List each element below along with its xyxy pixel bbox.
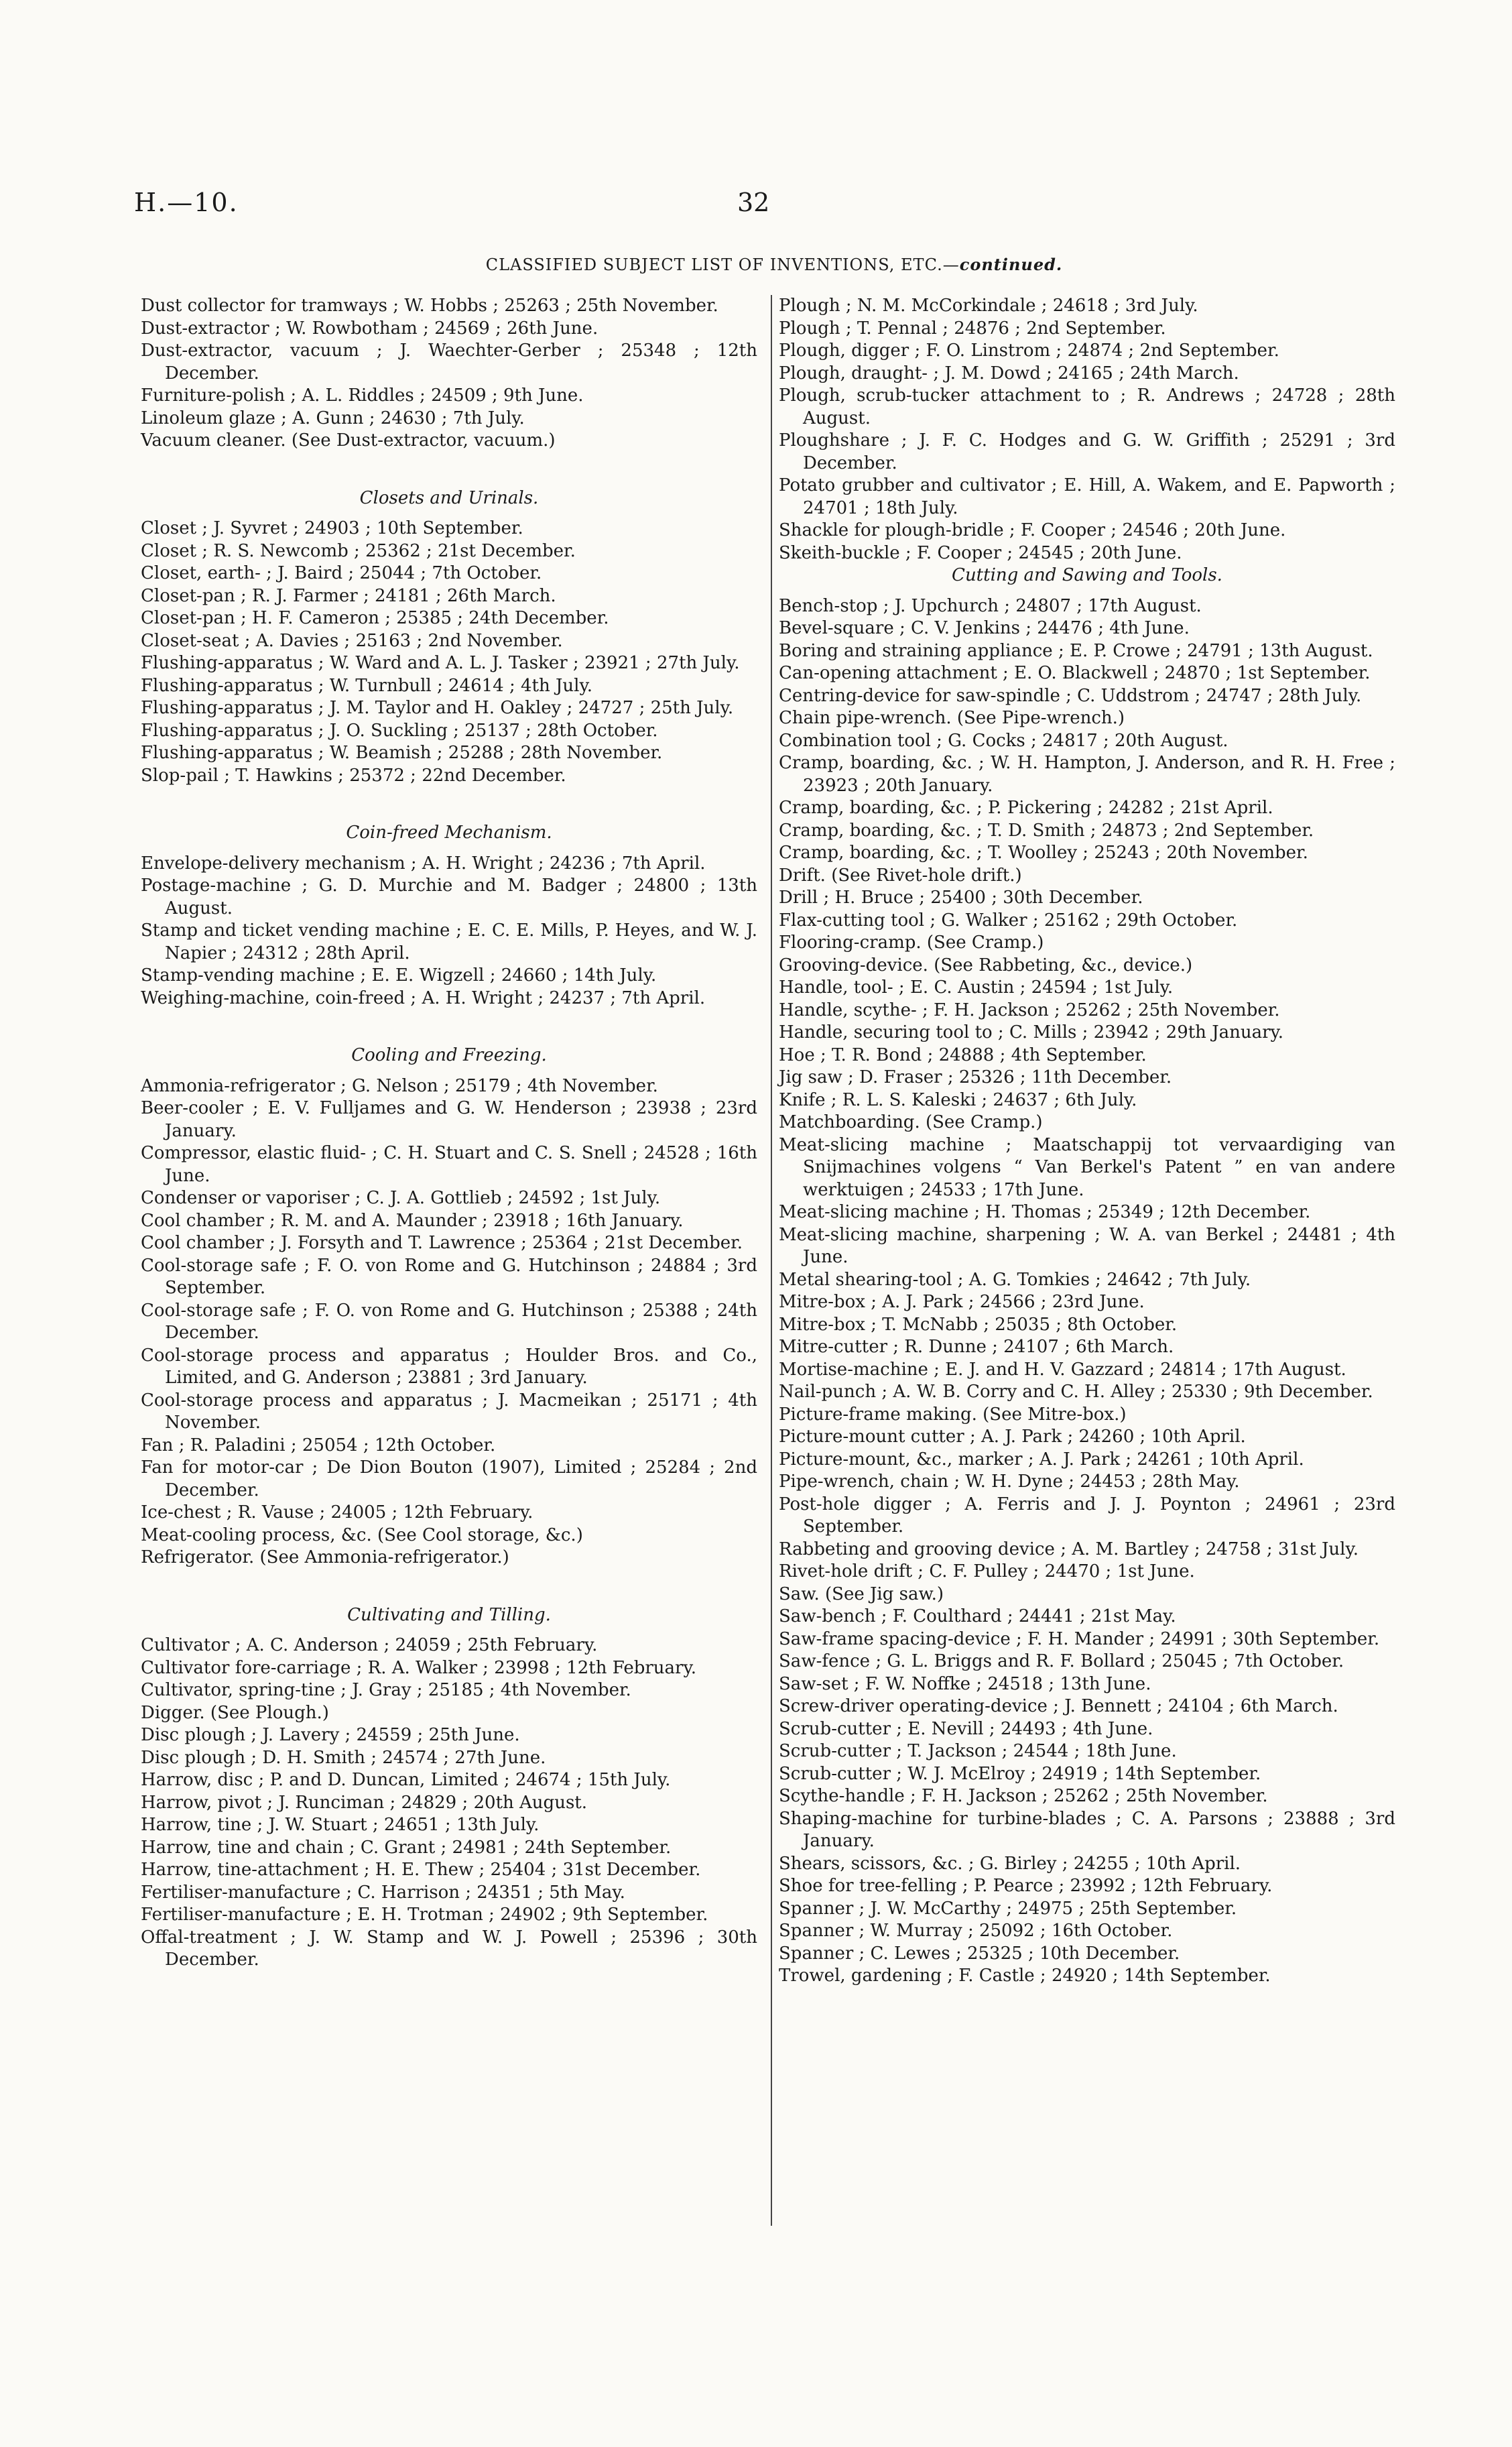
invention-entry: Weighing-machine, coin-freed ; A. H. Wright ; 24237 ; 7th April.	[141, 988, 706, 1008]
invention-entry: Potato grubber and cultivator ; E. Hill, A. Wakem, and E. Papworth ; 24701 ; 18th July.	[779, 475, 1395, 518]
invention-entry: Screw-driver operating-device ; J. Bennett ; 24104 ; 6th March.	[779, 1696, 1338, 1716]
invention-entry: Cool-storage safe ; F. O. von Rome and G. Hutchinson ; 24884 ; 3rd September.	[141, 1255, 757, 1298]
page-header	[134, 188, 1414, 228]
section-cooling-and-freezing	[141, 1045, 757, 1569]
section-continued	[141, 295, 757, 453]
invention-entry: Flushing-apparatus ; J. O. Suckling ; 25137 ; 28th October.	[141, 720, 658, 741]
section-title: Closets and Urinals.	[359, 487, 539, 508]
invention-entry: Nail-punch ; A. W. B. Corry and C. H. Alley ; 25330 ; 9th December.	[779, 1382, 1373, 1402]
invention-entry: Meat-slicing machine, sharpening ; W. A. van Berkel ; 24481 ; 4th June.	[779, 1224, 1395, 1267]
section-title: Cooling and Freezing.	[351, 1045, 547, 1065]
invention-entry: Harrow, pivot ; J. Runciman ; 24829 ; 20th August.	[141, 1792, 587, 1813]
section-title: Cultivating and Tilling.	[347, 1604, 551, 1625]
invention-entry: Cultivator, spring-tine ; J. Gray ; 25185 ; 4th November.	[141, 1680, 631, 1700]
heading-continued: continued.	[959, 255, 1063, 274]
invention-entry: Spanner ; J. W. McCarthy ; 24975 ; 25th September.	[779, 1898, 1237, 1919]
section-closets-and-urinals	[141, 487, 757, 788]
invention-entry: Harrow, tine and chain ; C. Grant ; 24981 ; 24th September.	[141, 1837, 672, 1858]
invention-entry: Cool-storage process and apparatus ; Houlder Bros. and Co., Limited, and G. Anderson ; 23881 ; 3rd January.	[141, 1345, 757, 1388]
invention-entry: Refrigerator. (See Ammonia-refrigerator.)	[141, 1547, 509, 1567]
invention-entry: Harrow, tine-attachment ; H. E. Thew ; 25404 ; 31st December.	[141, 1860, 701, 1880]
invention-entry: Centring-device for saw-spindle ; C. Uddstrom ; 24747 ; 28th July.	[779, 685, 1362, 706]
section-cultivating-and-tilling	[141, 1604, 757, 1972]
invention-entry: Fertiliser-manufacture ; C. Harrison ; 24351 ; 5th May.	[141, 1882, 625, 1903]
invention-entry: Scrub-cutter ; E. Nevill ; 24493 ; 4th June.	[779, 1718, 1153, 1739]
invention-entry: Closet ; R. S. Newcomb ; 25362 ; 21st December.	[141, 540, 576, 561]
page-number: 32	[737, 188, 770, 217]
invention-entry: Flushing-apparatus ; J. M. Taylor and H. Oakley ; 24727 ; 25th July.	[141, 698, 734, 718]
invention-entry: Saw-bench ; F. Coulthard ; 24441 ; 21st May.	[779, 1606, 1176, 1626]
invention-entry: Cool-storage process and apparatus ; J. Macmeikan ; 25171 ; 4th November.	[141, 1390, 757, 1433]
section-title: Coin-freed Mechanism.	[346, 823, 552, 843]
invention-entry: Knife ; R. L. S. Kaleski ; 24637 ; 6th July.	[779, 1089, 1137, 1110]
invention-entry: Linoleum glaze ; A. Gunn ; 24630 ; 7th July.	[141, 408, 525, 428]
invention-entry: Flax-cutting tool ; G. Walker ; 25162 ; 29th October.	[779, 910, 1238, 931]
invention-entry: Plough, draught- ; J. M. Dowd ; 24165 ; 24th March.	[779, 363, 1239, 383]
invention-entry: Closet-pan ; H. F. Cameron ; 25385 ; 24th December.	[141, 608, 609, 628]
invention-entry: Vacuum cleaner. (See Dust-extractor, vacuum.)	[141, 430, 556, 451]
invention-entry: Plough, digger ; F. O. Linstrom ; 24874 ; 2nd September.	[779, 341, 1279, 361]
invention-entry: Furniture-polish ; A. L. Riddles ; 24509 ; 9th June.	[141, 385, 584, 406]
invention-entry: Fan ; R. Paladini ; 25054 ; 12th October.	[141, 1435, 496, 1455]
invention-entry: Cool chamber ; R. M. and A. Maunder ; 23918 ; 16th January.	[141, 1210, 684, 1231]
invention-entry: Postage-machine ; G. D. Murchie and M. Badger ; 24800 ; 13th August.	[141, 876, 757, 918]
invention-entry: Bevel-square ; C. V. Jenkins ; 24476 ; 4th June.	[779, 618, 1190, 638]
invention-entry: Flushing-apparatus ; W. Ward and A. L. J. Tasker ; 23921 ; 27th July.	[141, 653, 740, 673]
invention-entry: Scrub-cutter ; W. J. McElroy ; 24919 ; 14th September.	[779, 1763, 1261, 1784]
invention-entry: Meat-slicing machine ; Maatschappij tot vervaardiging van Snijmachines volgens “ Van Berkel's Patent ” en van andere werktuigen ; 24533 ; 17th June.	[779, 1134, 1395, 1200]
invention-entry: Grooving-device. (See Rabbeting, &c., device.)	[779, 955, 1193, 975]
invention-entry: Meat-slicing machine ; H. Thomas ; 25349 ; 12th December.	[779, 1202, 1311, 1222]
invention-entry: Shoe for tree-felling ; P. Pearce ; 23992 ; 12th February.	[779, 1876, 1273, 1896]
invention-entry: Closet-pan ; R. J. Farmer ; 24181 ; 26th March.	[141, 585, 556, 606]
invention-entry: Compressor, elastic fluid- ; C. H. Stuart and C. S. Snell ; 24528 ; 16th June.	[141, 1143, 757, 1186]
invention-entry: Handle, securing tool to ; C. Mills ; 23942 ; 29th January.	[779, 1022, 1284, 1042]
invention-entry: Condenser or vaporiser ; C. J. A. Gottlieb ; 24592 ; 1st July.	[141, 1188, 661, 1208]
invention-entry: Scythe-handle ; F. H. Jackson ; 25262 ; 25th November.	[779, 1786, 1268, 1806]
invention-entry: Fan for motor-car ; De Dion Bouton (1907), Limited ; 25284 ; 2nd December.	[141, 1457, 757, 1500]
invention-entry: Slop-pail ; T. Hawkins ; 25372 ; 22nd December.	[141, 765, 566, 786]
invention-entry: Flooring-cramp. (See Cramp.)	[779, 933, 1044, 953]
invention-entry: Closet-seat ; A. Davies ; 25163 ; 2nd November.	[141, 630, 563, 651]
invention-entry: Mitre-box ; A. J. Park ; 24566 ; 23rd June.	[779, 1292, 1145, 1312]
document-heading	[134, 255, 1414, 274]
invention-entry: Spanner ; C. Lewes ; 25325 ; 10th December.	[779, 1943, 1180, 1964]
invention-entry: Rabbeting and grooving device ; A. M. Bartley ; 24758 ; 31st July.	[779, 1539, 1359, 1559]
invention-entry: Chain pipe-wrench. (See Pipe-wrench.)	[779, 708, 1125, 728]
invention-entry: Rivet-hole drift ; C. F. Pulley ; 24470 ; 1st June.	[779, 1561, 1195, 1581]
invention-entry: Mortise-machine ; E. J. and H. V. Gazzard ; 24814 ; 17th August.	[779, 1359, 1346, 1380]
invention-entry: Disc plough ; J. Lavery ; 24559 ; 25th June.	[141, 1725, 520, 1745]
invention-entry: Saw-frame spacing-device ; F. H. Mander ; 24991 ; 30th September.	[779, 1628, 1380, 1649]
section-cutting-and-sawing-and-tools	[779, 564, 1395, 1988]
invention-entry: Boring and straining appliance ; E. P. Crowe ; 24791 ; 13th August.	[779, 640, 1373, 661]
invention-entry: Dust-extractor ; W. Rowbotham ; 24569 ; 26th June.	[141, 318, 598, 339]
invention-entry: Bench-stop ; J. Upchurch ; 24807 ; 17th August.	[779, 595, 1202, 616]
invention-entry: Dust collector for tramways ; W. Hobbs ; 25263 ; 25th November.	[141, 296, 718, 316]
invention-entry: Cool-storage safe ; F. O. von Rome and G. Hutchinson ; 25388 ; 24th December.	[141, 1300, 757, 1343]
invention-entry: Ploughshare ; J. F. C. Hodges and G. W. Griffith ; 25291 ; 3rd December.	[779, 430, 1395, 473]
invention-entry: Matchboarding. (See Cramp.)	[779, 1112, 1043, 1132]
invention-entry: Combination tool ; G. Cocks ; 24817 ; 20th August.	[779, 730, 1228, 751]
invention-entry: Can-opening attachment ; E. O. Blackwell ; 24870 ; 1st September.	[779, 663, 1371, 683]
invention-entry: Drift. (See Rivet-hole drift.)	[779, 865, 1022, 886]
right-column	[771, 295, 1395, 2226]
invention-entry: Jig saw ; D. Fraser ; 25326 ; 11th December.	[779, 1067, 1172, 1087]
invention-entry: Pipe-wrench, chain ; W. H. Dyne ; 24453 ; 28th May.	[779, 1472, 1240, 1492]
invention-entry: Plough, scrub-tucker attachment to ; R. Andrews ; 24728 ; 28th August.	[779, 385, 1395, 428]
invention-entry: Mitre-cutter ; R. Dunne ; 24107 ; 6th March.	[779, 1337, 1174, 1357]
invention-entry: Closet, earth- ; J. Baird ; 25044 ; 7th October.	[141, 563, 542, 583]
invention-entry: Trowel, gardening ; F. Castle ; 24920 ; 14th September.	[779, 1966, 1271, 1986]
invention-entry: Plough ; T. Pennal ; 24876 ; 2nd September.	[779, 318, 1166, 339]
invention-entry: Cramp, boarding, &c. ; T. Woolley ; 25243 ; 20th November.	[779, 843, 1308, 863]
invention-entry: Ammonia-refrigerator ; G. Nelson ; 25179 ; 4th November.	[141, 1075, 658, 1096]
invention-entry: Handle, tool- ; E. C. Austin ; 24594 ; 1st July.	[779, 977, 1174, 998]
invention-entry: Meat-cooling process, &c. (See Cool storage, &c.)	[141, 1525, 583, 1545]
invention-entry: Harrow, disc ; P. and D. Duncan, Limited ; 24674 ; 15th July.	[141, 1770, 671, 1790]
invention-entry: Mitre-box ; T. McNabb ; 25035 ; 8th October.	[779, 1314, 1178, 1335]
invention-entry: Envelope-delivery mechanism ; A. H. Wright ; 24236 ; 7th April.	[141, 853, 706, 874]
invention-entry: Spanner ; W. Murray ; 25092 ; 16th October.	[779, 1921, 1173, 1941]
invention-entry: Flushing-apparatus ; W. Beamish ; 25288 ; 28th November.	[141, 743, 663, 763]
invention-entry: Fertiliser-manufacture ; E. H. Trotman ; 24902 ; 9th September.	[141, 1905, 708, 1925]
invention-entry: Cramp, boarding, &c. ; T. D. Smith ; 24873 ; 2nd September.	[779, 820, 1314, 841]
invention-entry: Picture-mount, &c., marker ; A. J. Park ; 24261 ; 10th April.	[779, 1449, 1304, 1470]
invention-entry: Hoe ; T. R. Bond ; 24888 ; 4th September.	[779, 1045, 1147, 1065]
invention-entry: Cultivator ; A. C. Anderson ; 24059 ; 25th February.	[141, 1635, 598, 1655]
invention-entry: Plough ; N. M. McCorkindale ; 24618 ; 3rd July.	[779, 296, 1198, 316]
invention-entry: Skeith-buckle ; F. Cooper ; 24545 ; 20th June.	[779, 542, 1182, 563]
invention-entry: Beer-cooler ; E. V. Fulljames and G. W. Henderson ; 23938 ; 23rd January.	[141, 1098, 757, 1141]
invention-entry: Saw. (See Jig saw.)	[779, 1584, 944, 1604]
invention-entry: Scrub-cutter ; T. Jackson ; 24544 ; 18th June.	[779, 1741, 1177, 1761]
invention-entry: Shackle for plough-bridle ; F. Cooper ; 24546 ; 20th June.	[779, 520, 1286, 540]
invention-entry: Shaping-machine for turbine-blades ; C. A. Parsons ; 23888 ; 3rd January.	[779, 1808, 1395, 1851]
invention-entry: Disc plough ; D. H. Smith ; 24574 ; 27th June.	[141, 1747, 546, 1768]
invention-entry: Cramp, boarding, &c. ; P. Pickering ; 24282 ; 21st April.	[779, 798, 1273, 818]
invention-entry: Cultivator fore-carriage ; R. A. Walker ; 23998 ; 12th February.	[141, 1657, 696, 1678]
invention-entry: Picture-frame making. (See Mitre-box.)	[779, 1404, 1127, 1425]
left-column	[141, 295, 757, 1972]
section-continued	[779, 295, 1395, 564]
invention-entry: Metal shearing-tool ; A. G. Tomkies ; 24642 ; 7th July.	[779, 1269, 1251, 1290]
invention-entry: Cramp, boarding, &c. ; W. H. Hampton, J. Anderson, and R. H. Free ; 23923 ; 20th January.	[779, 753, 1395, 796]
invention-entry: Offal-treatment ; J. W. Stamp and W. J. Powell ; 25396 ; 30th December.	[141, 1927, 757, 1970]
invention-entry: Ice-chest ; R. Vause ; 24005 ; 12th February.	[141, 1502, 533, 1523]
invention-entry: Stamp-vending machine ; E. E. Wigzell ; 24660 ; 14th July.	[141, 965, 657, 986]
invention-entry: Cool chamber ; J. Forsyth and T. Lawrence ; 25364 ; 21st December.	[141, 1233, 743, 1253]
invention-entry: Digger. (See Plough.)	[141, 1702, 329, 1723]
heading-text: CLASSIFIED SUBJECT LIST OF INVENTIONS, ETC.—	[485, 255, 960, 274]
section-coin-freed-mechanism	[141, 822, 757, 1010]
invention-entry: Dust-extractor, vacuum ; J. Waechter-Gerber ; 25348 ; 12th December.	[141, 341, 757, 383]
document-code: H.—10.	[134, 188, 239, 217]
invention-entry: Flushing-apparatus ; W. Turnbull ; 24614 ; 4th July.	[141, 675, 592, 696]
invention-entry: Saw-fence ; G. L. Briggs and R. F. Bollard ; 25045 ; 7th October.	[779, 1651, 1344, 1671]
invention-entry: Closet ; J. Syvret ; 24903 ; 10th September.	[141, 518, 523, 538]
invention-entry: Drill ; H. Bruce ; 25400 ; 30th December.	[779, 888, 1143, 908]
invention-entry: Picture-mount cutter ; A. J. Park ; 24260 ; 10th April.	[779, 1427, 1246, 1447]
section-title: Cutting and Sawing and Tools.	[952, 565, 1222, 585]
invention-entry: Harrow, tine ; J. W. Stuart ; 24651 ; 13th July.	[141, 1815, 540, 1835]
invention-entry: Handle, scythe- ; F. H. Jackson ; 25262 ; 25th November.	[779, 1000, 1280, 1020]
invention-entry: Post-hole digger ; A. Ferris and J. J. Poynton ; 24961 ; 23rd September.	[779, 1494, 1395, 1537]
invention-entry: Stamp and ticket vending machine ; E. C. E. Mills, P. Heyes, and W. J. Napier ; 24312 ; 28th April.	[141, 920, 757, 963]
invention-entry: Shears, scissors, &c. ; G. Birley ; 24255 ; 10th April.	[779, 1853, 1241, 1874]
invention-entry: Saw-set ; F. W. Noffke ; 24518 ; 13th June.	[779, 1673, 1151, 1694]
